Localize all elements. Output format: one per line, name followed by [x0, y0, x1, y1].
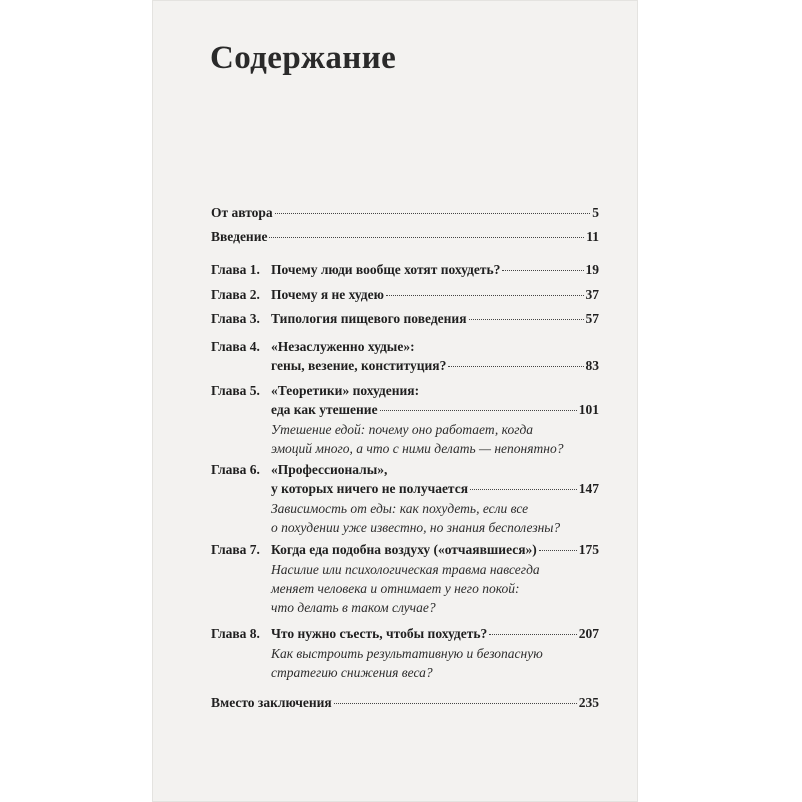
chapter-description-line: эмоций много, а что с ними делать — непонятно?: [271, 441, 564, 456]
chapter-description-line: Насилие или психологическая травма навсегда: [271, 562, 540, 577]
toc-entry: [211, 337, 599, 375]
dot-leader: [275, 213, 591, 214]
chapter-label: Глава 2.: [211, 287, 260, 302]
chapter-title-line: «Профессионалы»,: [271, 462, 388, 477]
chapter-title: От автора: [211, 205, 273, 220]
page-number: 83: [585, 358, 599, 373]
page-number: 207: [578, 626, 599, 641]
dot-leader: [470, 489, 577, 490]
chapter-label: Глава 4.: [211, 339, 260, 354]
chapter-title: Что нужно съесть, чтобы похудеть?: [271, 626, 488, 641]
chapter-label: Глава 3.: [211, 311, 260, 326]
page-number: 101: [578, 402, 599, 417]
chapter-description: [271, 560, 599, 617]
chapter-description: [271, 644, 599, 682]
chapter-description-line: Как выстроить результативную и безопасную: [271, 646, 543, 661]
chapter-label: Глава 5.: [211, 383, 260, 398]
chapter-title: Когда еда подобна воздуху («отчаявшиеся»): [271, 542, 537, 557]
chapter-description-line: о похудении уже известно, но знания бесполезны?: [271, 520, 561, 535]
chapter-label: Глава 6.: [211, 462, 260, 477]
toc-entry: [211, 540, 599, 617]
chapter-title: у которых ничего не получается: [271, 481, 469, 496]
chapter-description-line: что делать в таком случае?: [271, 600, 436, 615]
chapter-title: Вместо заключения: [211, 695, 332, 710]
page-number: 147: [578, 481, 599, 496]
toc-entry: [211, 381, 599, 458]
toc-entry: [211, 309, 599, 328]
page-number: 235: [578, 695, 599, 710]
chapter-description-line: Утешение едой: почему оно работает, когда: [271, 422, 534, 437]
dot-leader: [269, 237, 584, 238]
dot-leader: [448, 366, 583, 367]
chapter-title: гены, везение, конституция?: [271, 358, 447, 373]
toc-entry: [211, 227, 599, 246]
dot-leader: [489, 634, 577, 635]
page-number: 19: [585, 262, 599, 277]
page-title: Содержание: [210, 40, 397, 76]
dot-leader: [380, 410, 577, 411]
chapter-title: Введение: [211, 229, 268, 244]
chapter-title-line: «Теоретики» похудения:: [271, 383, 420, 398]
chapter-description-line: стратегию снижения веса?: [271, 665, 433, 680]
chapter-label: Глава 7.: [211, 542, 260, 557]
dot-leader: [502, 270, 583, 271]
chapter-description-line: Зависимость от еды: как похудеть, если все: [271, 501, 529, 516]
chapter-title: Типология пищевого поведения: [271, 311, 467, 326]
dot-leader: [334, 703, 577, 704]
toc-entry: [211, 693, 599, 712]
chapter-label: Глава 1.: [211, 262, 260, 277]
toc-entry: [211, 285, 599, 304]
chapter-label: Глава 8.: [211, 626, 260, 641]
page-number: 5: [592, 205, 599, 220]
page-number: 57: [585, 311, 599, 326]
chapter-description: [271, 420, 599, 458]
dot-leader: [539, 550, 577, 551]
toc-entry: [211, 260, 599, 279]
dot-leader: [386, 295, 584, 296]
toc-entry: [211, 624, 599, 682]
chapter-description-line: меняет человека и отнимает у него покой:: [271, 581, 520, 596]
chapter-description: [271, 499, 599, 537]
chapter-title: еда как утешение: [271, 402, 378, 417]
toc-entry: [211, 203, 599, 222]
toc-entry: [211, 460, 599, 537]
chapter-title-line: «Незаслуженно худые»:: [271, 339, 415, 354]
page-number: 11: [586, 229, 599, 244]
page-number: 37: [585, 287, 599, 302]
chapter-title: Почему люди вообще хотят похудеть?: [271, 262, 501, 277]
page-number: 175: [578, 542, 599, 557]
chapter-title: Почему я не худею: [271, 287, 384, 302]
dot-leader: [469, 319, 584, 320]
